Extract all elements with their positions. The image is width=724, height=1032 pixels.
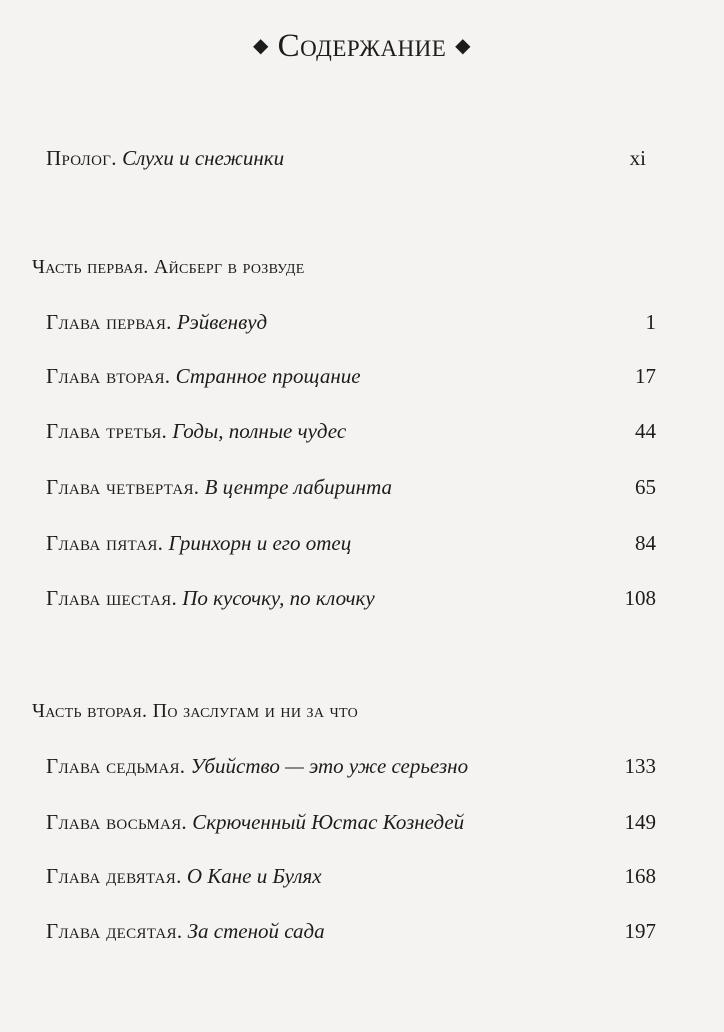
- entry-label: Глава восьмая.: [46, 810, 187, 834]
- entry-page: 17: [635, 364, 656, 388]
- entry-name: Странное прощание: [175, 364, 361, 388]
- part-heading: Часть первая. Айсберг в розвуде: [32, 256, 305, 278]
- entry-label: Глава шестая.: [46, 586, 177, 610]
- entry-label: Глава девятая.: [46, 864, 182, 888]
- page-title: [0, 28, 724, 65]
- entry-page: 168: [624, 864, 656, 888]
- entry-name: Годы, полные чудес: [172, 419, 347, 443]
- toc-entry-chapter[interactable]: [0, 364, 724, 394]
- part-heading: Часть вторая. По заслугам и ни за что: [32, 700, 359, 722]
- toc-entry-chapter[interactable]: [0, 864, 724, 894]
- toc-entry-prologue[interactable]: [0, 146, 724, 176]
- entry-page: 65: [635, 475, 656, 499]
- entry-label: Пролог.: [46, 146, 117, 170]
- entry-name: Убийство — это уже серьезно: [190, 754, 469, 778]
- diamond-ornament-icon: ◆: [455, 34, 471, 57]
- toc-entry-chapter[interactable]: [0, 475, 724, 505]
- entry-label: Глава четвертая.: [46, 475, 200, 499]
- entry-label: Глава седьмая.: [46, 754, 186, 778]
- entry-page: 84: [635, 531, 656, 555]
- entry-label: Глава вторая.: [46, 364, 171, 388]
- entry-label: Глава третья.: [46, 419, 168, 443]
- entry-page: xi: [629, 146, 646, 170]
- entry-name: Рэйвенвуд: [176, 310, 268, 334]
- entry-name: В центре лабиринта: [204, 475, 392, 499]
- entry-page: 108: [624, 586, 656, 610]
- entry-name: Скрюченный Юстас Кознедей: [192, 810, 465, 834]
- entry-label: Глава десятая.: [46, 919, 183, 943]
- toc-entry-chapter[interactable]: [0, 419, 724, 449]
- entry-name: Слухи и снежинки: [122, 146, 285, 170]
- title-text: Содержание: [277, 28, 447, 64]
- entry-name: За стеной сада: [187, 919, 325, 943]
- toc-entry-chapter[interactable]: [0, 531, 724, 561]
- entry-name: Гринхорн и его отец: [168, 531, 352, 555]
- entry-label: Глава пятая.: [46, 531, 164, 555]
- entry-page: 1: [645, 310, 656, 334]
- toc-entry-chapter[interactable]: [0, 919, 724, 949]
- toc-entry-chapter[interactable]: [0, 586, 724, 616]
- toc-entry-chapter[interactable]: [0, 810, 724, 840]
- toc-entry-chapter[interactable]: [0, 310, 724, 340]
- entry-page: 44: [635, 419, 656, 443]
- entry-page: 197: [624, 919, 656, 943]
- entry-name: По кусочку, по клочку: [182, 586, 375, 610]
- entry-page: 149: [624, 810, 656, 834]
- entry-label: Глава первая.: [46, 310, 172, 334]
- toc-entry-chapter[interactable]: [0, 754, 724, 784]
- entry-name: О Кане и Булях: [186, 864, 322, 888]
- diamond-ornament-icon: ◆: [253, 34, 269, 57]
- entry-page: 133: [624, 754, 656, 778]
